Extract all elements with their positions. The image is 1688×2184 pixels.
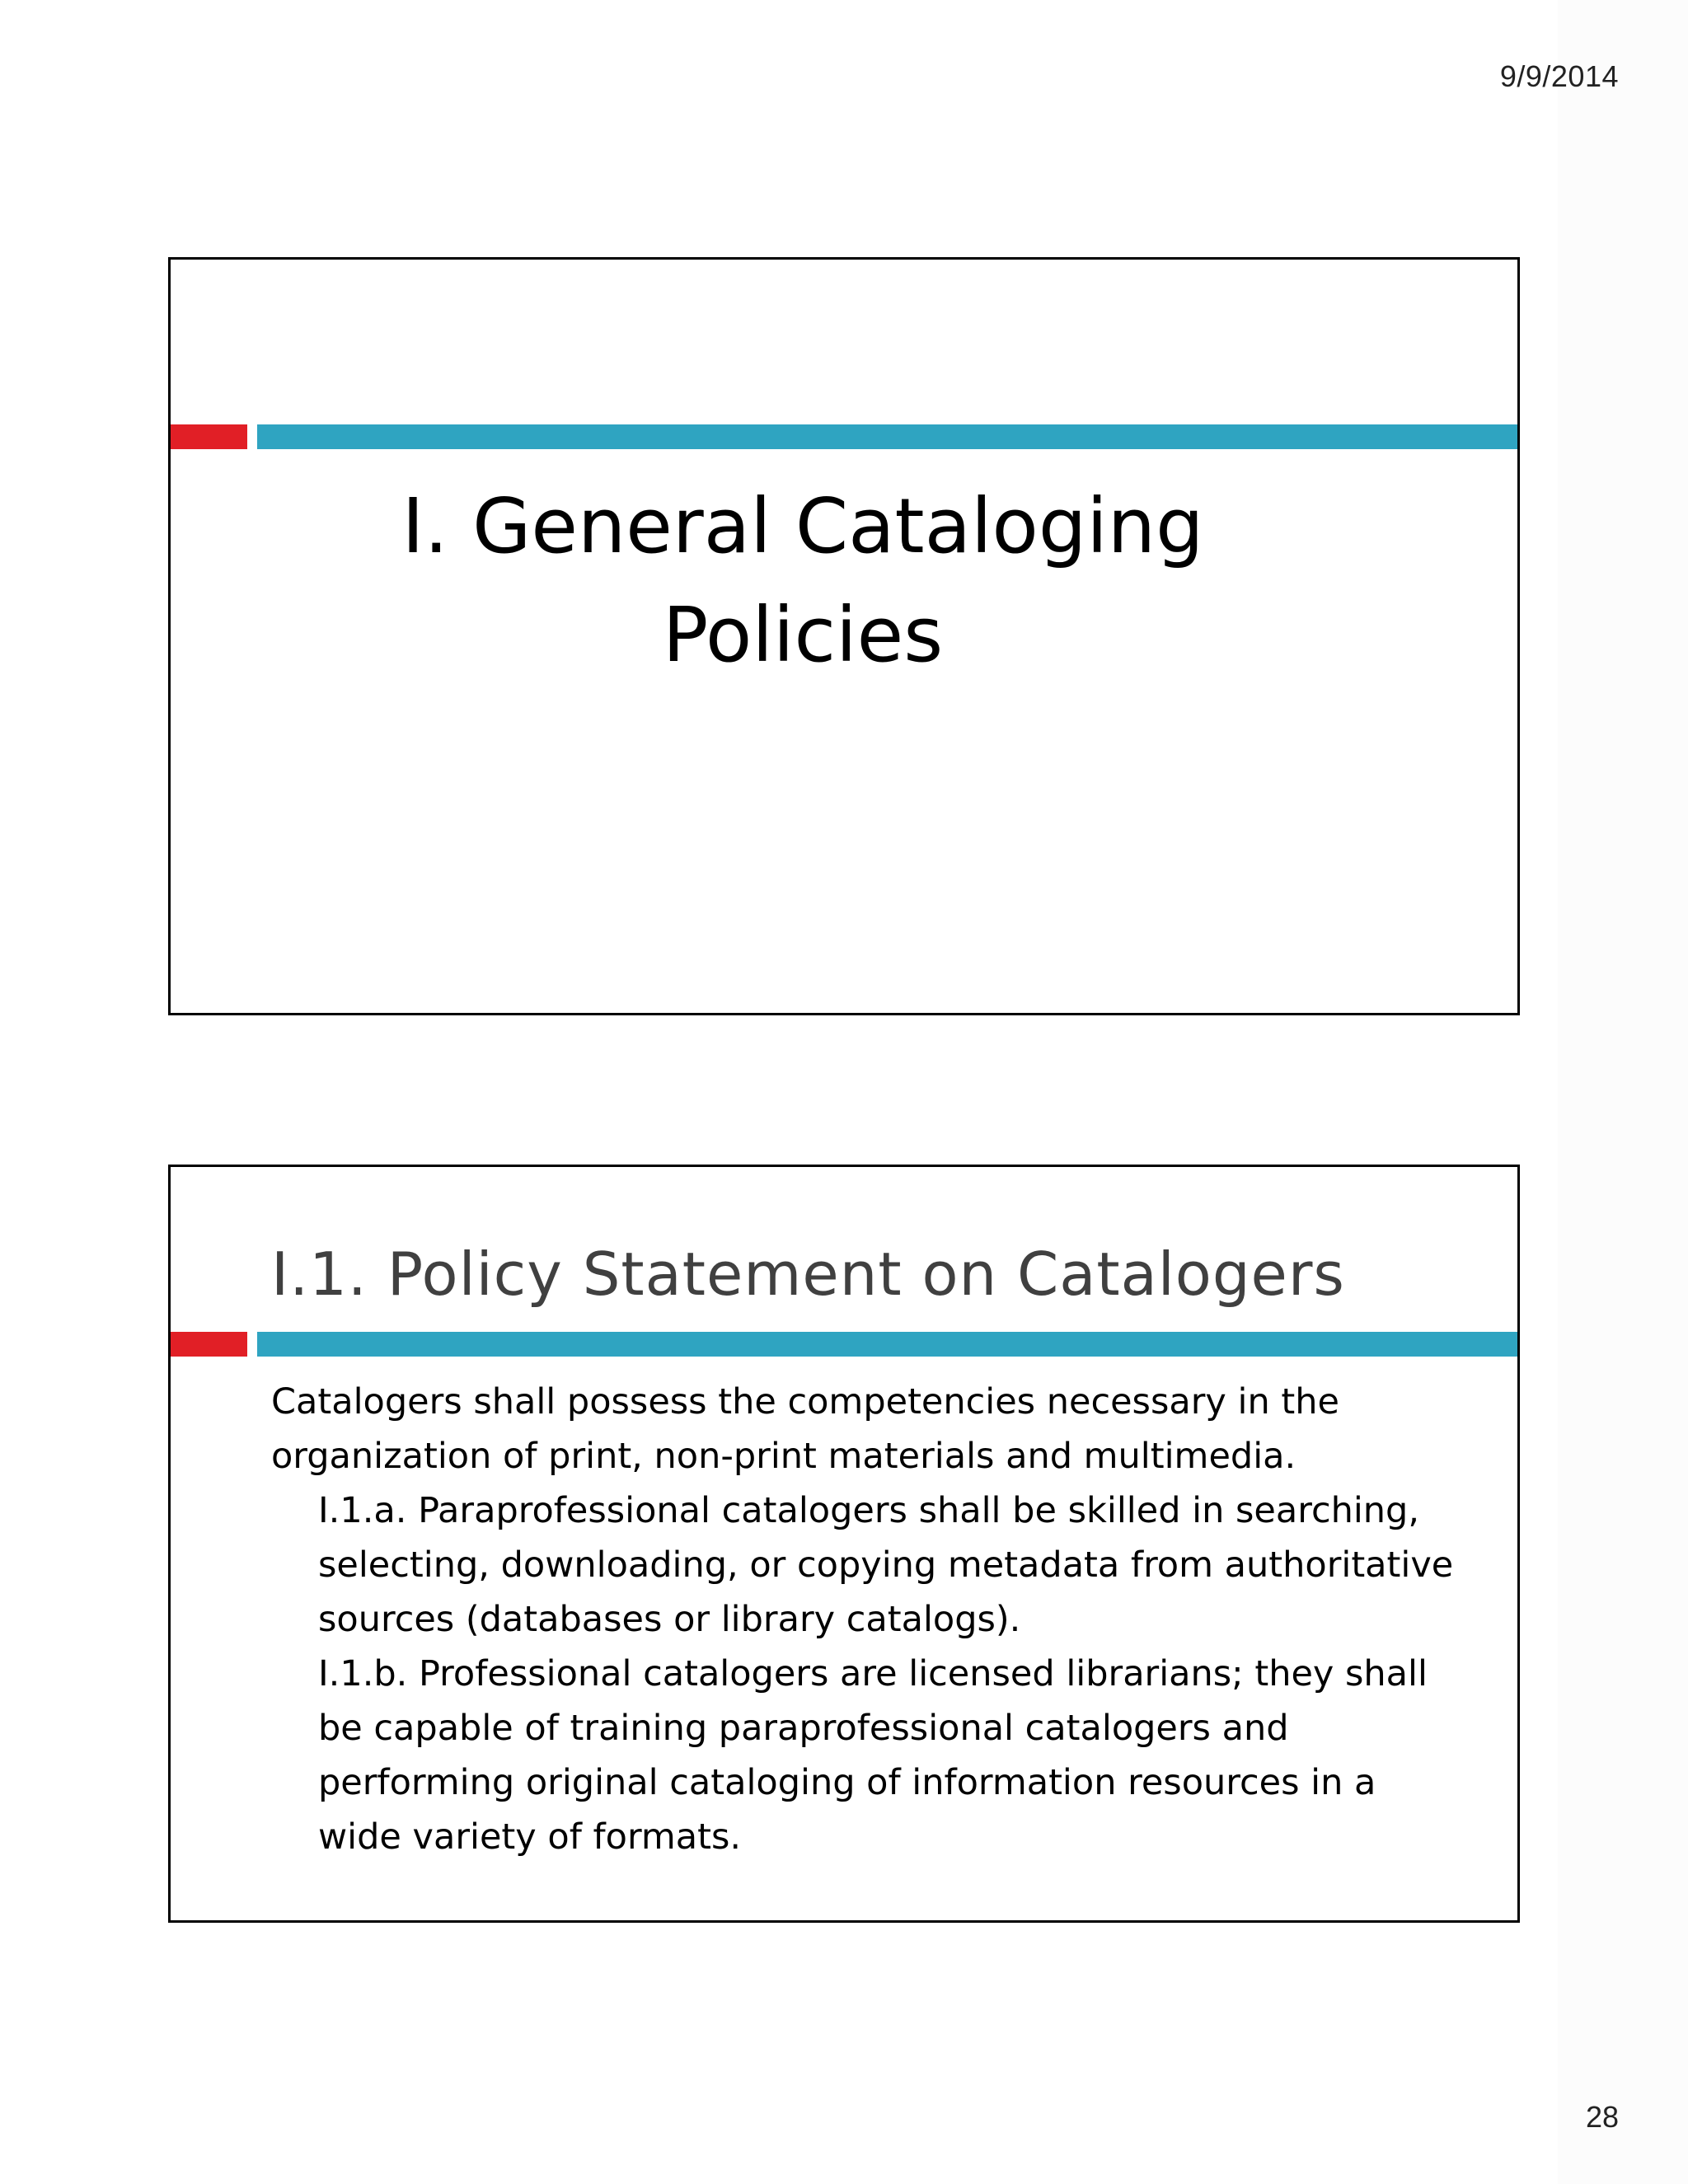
page-margin-shade [1558, 0, 1688, 2184]
accent-bar-red [171, 424, 247, 449]
accent-bar-blue [257, 424, 1517, 449]
slide-section-title [168, 257, 1520, 1015]
list-item-1-1-b: I.1.b. Professional catalogers are licensed librarians; they shall be capable of training paraprofessional catalogers and performing original cataloging of information resources in a wide variety of formats. [318, 1653, 1428, 1858]
page-date: 9/9/2014 [1499, 59, 1619, 93]
accent-bar-blue [257, 1332, 1517, 1357]
section-title-line-1: I. General Cataloging [401, 482, 1204, 570]
slide-title: I.1. Policy Statement on Catalogers [271, 1240, 1345, 1309]
body-paragraph: Catalogers shall possess the competencies necessary in the organization of print, non-print materials and multimedia. [271, 1381, 1339, 1477]
list-item-1-1-a: I.1.a. Paraprofessional catalogers shall be skilled in searching, selecting, downloading, or copying metadata from authoritative sources (databases or library catalogs). [318, 1490, 1454, 1640]
section-title-line-2: Policies [662, 591, 944, 679]
slide-body [271, 1375, 1468, 1864]
page-number: 28 [1585, 2100, 1619, 2134]
section-title [171, 472, 1517, 690]
accent-bar-red [171, 1332, 247, 1357]
slide-policy-statement [168, 1165, 1520, 1923]
